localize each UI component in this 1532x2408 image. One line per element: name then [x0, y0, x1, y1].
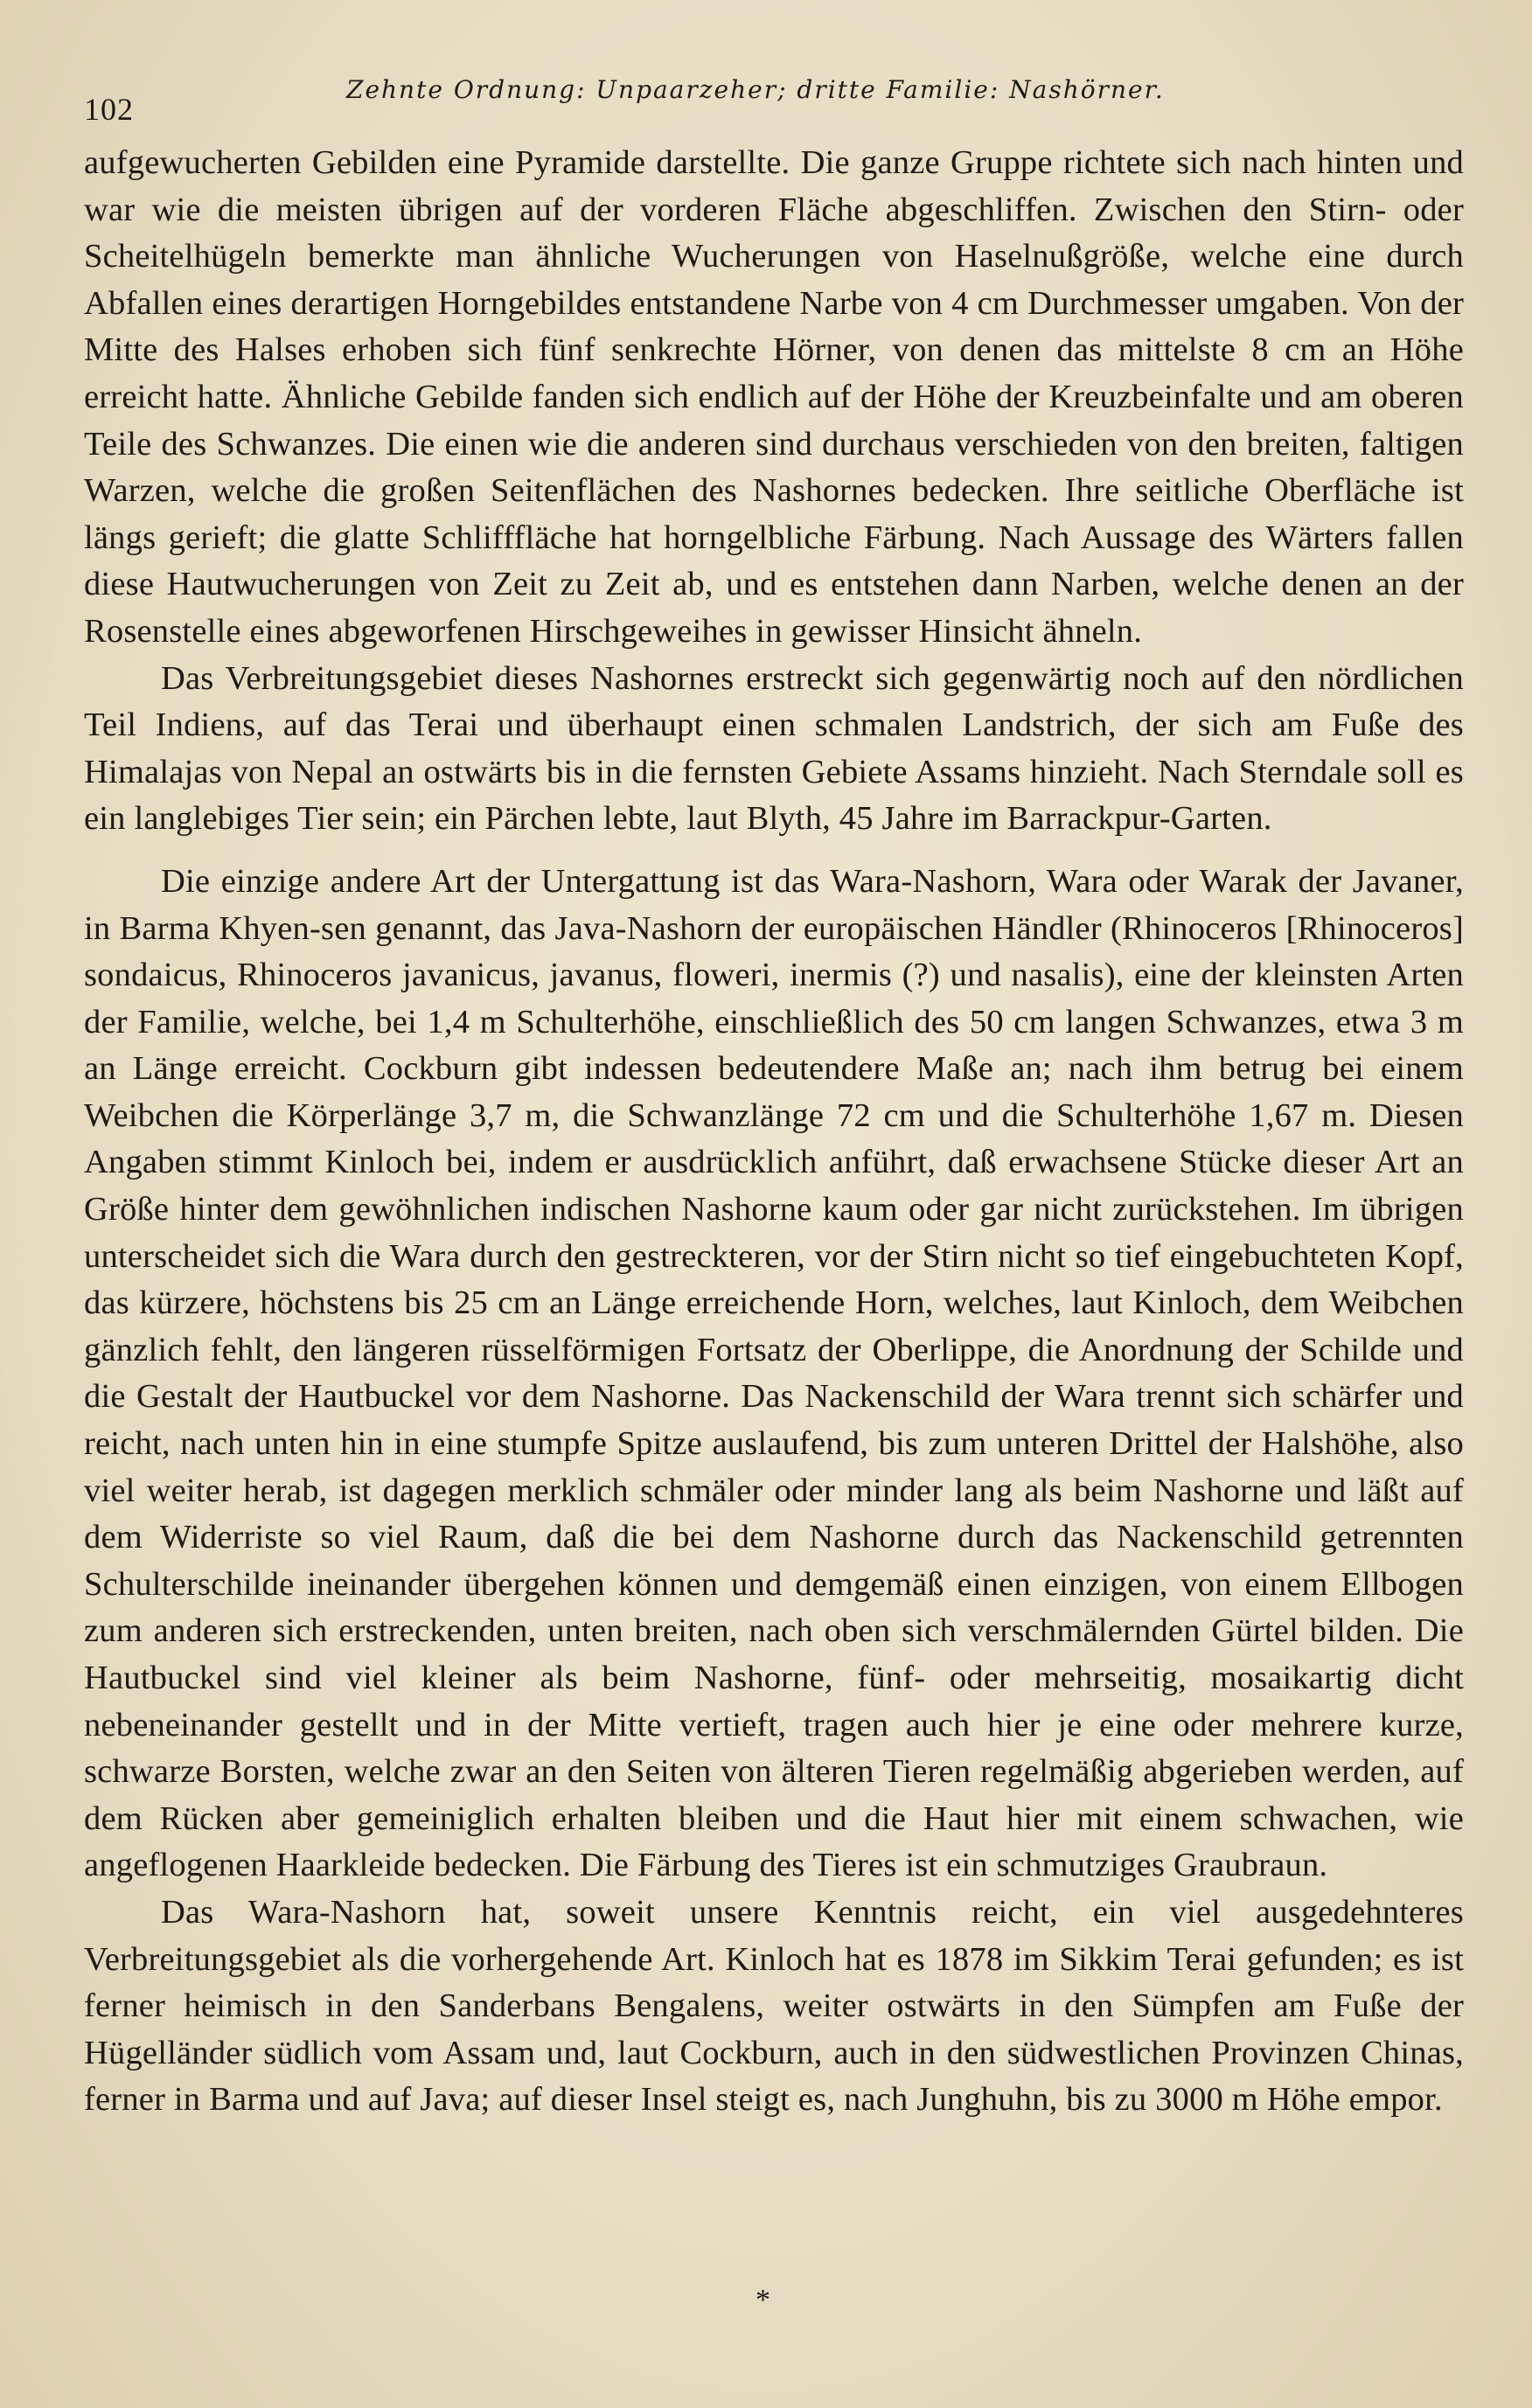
paragraph-continuation: aufgewucherten Gebilden eine Pyramide darstellte. Die ganze Gruppe richtete sich nach hinten und war wie die meisten übrigen auf der vorderen Fläche abgeschliffen. Zwischen den Stirn- oder Scheitelhügeln bemerkte man ähnliche Wucherungen von Haselnußgröße, welche eine durch Abfallen eines derartigen Horngebildes entstandene Narbe von 4 cm Durchmesser umgaben. Von der Mitte des Halses erhoben sich fünf senkrechte Hörner, von denen das mittelste 8 cm an Höhe erreicht hatte. Ähnliche Gebilde fanden sich endlich auf der Höhe der Kreuzbeinfalte und am oberen Teile des Schwanzes. Die einen wie die anderen sind durchaus verschieden von den breiten, faltigen Warzen, welche die großen Seitenflächen des Nashornes bedecken. Ihre seitliche Oberfläche ist längs gerieft; die glatte Schlifffläche hat horngelbliche Färbung. Nach Aussage des Wärters fallen diese Hautwucherungen von Zeit zu Zeit ab, und es entstehen dann Narben, welche denen an der Rosenstelle eines abgeworfenen Hirschgeweihes in gewisser Hinsicht ähneln.: [84, 144, 1464, 650]
page-header: [84, 73, 1448, 126]
running-title: Zehnte Ordnung: Unpaarzeher; dritte Familie: Nashörner.: [346, 75, 1165, 104]
body-text: [84, 140, 1464, 2124]
paragraph-wara-description: Die einzige andere Art der Untergattung ist das Wara-Nashorn, Wara oder Warak der Javaner, in Barma Khyen-sen genannt, das Java-Nashorn der europäischen Händler (Rhinoceros [Rhinoceros] sondaicus, Rhinoceros javanicus, javanus, floweri, inermis (?) und nasalis), eine der kleinsten Arten der Familie, welche, bei 1,4 m Schulterhöhe, einschließlich des 50 cm langen Schwanzes, etwa 3 m an Länge erreicht. Cockburn gibt indessen bedeutendere Maße an; nach ihm betrug bei einem Weibchen die Körperlänge 3,7 m, die Schwanzlänge 72 cm und die Schulterhöhe 1,67 m. Diesen Angaben stimmt Kinloch bei, indem er ausdrücklich anführt, daß erwachsene Stücke dieser Art an Größe hinter dem gewöhnlichen indischen Nashorne kaum oder gar nicht zurückstehen. Im übrigen unterscheidet sich die Wara durch den gestreckteren, vor der Stirn nicht so tief eingebuchteten Kopf, das kürzere, höchstens bis 25 cm an Länge erreichende Horn, welches, laut Kinloch, dem Weibchen gänzlich fehlt, den längeren rüsselförmigen Fortsatz der Oberlippe, die Anordnung der Schilde und die Gestalt der Hautbuckel vor dem Nashorne. Das Nackenschild der Wara trennt sich schärfer und reicht, nach unten hin in eine stumpfe Spitze auslaufend, bis zum unteren Drittel der Halshöhe, also viel weiter herab, ist dagegen merklich schmäler oder minder lang als beim Nashorne und läßt auf dem Widerriste so viel Raum, daß die bei dem Nashorne durch das Nackenschild getrennten Schulterschilde ineinander übergehen können und demgemäß einen einzigen, von einem Ellbogen zum anderen sich erstreckenden, unten breiten, nach oben sich verschmälernden Gürtel bilden. Die Hautbuckel sind viel kleiner als beim Nashorne, fünf- oder mehrseitig, mosaikartig dicht nebeneinander gestellt und in der Mitte vertieft, tragen auch hier je eine oder mehrere kurze, schwarze Borsten, welche zwar an den Seiten von älteren Tieren regelmäßig abgerieben werden, auf dem Rücken aber gemeiniglich erhalten bleiben und die Haut hier mit einem schwachen, wie angeflogenen Haarkleide bedecken. Die Färbung des Tieres ist ein schmutziges Graubraun.: [84, 862, 1464, 1884]
page-number: 102: [84, 92, 134, 127]
paragraph-distribution: Das Verbreitungsgebiet dieses Nashornes erstreckt sich gegenwärtig noch auf den nördlichen Teil Indiens, auf das Terai und überhaupt einen schmalen Landstrich, der sich am Fuße des Himalajas von Nepal an ostwärts bis in die fernsten Gebiete Assams hinzieht. Nach Sterndale soll es ein langlebiges Tier sein; ein Pärchen lebte, laut Blyth, 45 Jahre im Barrackpur-Garten.: [84, 659, 1464, 838]
paragraph-wara-distribution: Das Wara-Nashorn hat, soweit unsere Kenntnis reicht, ein viel ausgedehnteres Verbreitungsgebiet als die vorhergehende Art. Kinloch hat es 1878 im Sikkim Terai gefunden; es ist ferner heimisch in den Sanderbans Bengalens, weiter ostwärts in den Sümpfen am Fuße der Hügelländer südlich vom Assam und, laut Cockburn, auch in den südwestlichen Provinzen Chinas, ferner in Barma und auf Java; auf dieser Insel steigt es, nach Junghuhn, bis zu 3000 m Höhe empor.: [84, 1893, 1464, 2119]
section-separator: *: [756, 2284, 770, 2316]
